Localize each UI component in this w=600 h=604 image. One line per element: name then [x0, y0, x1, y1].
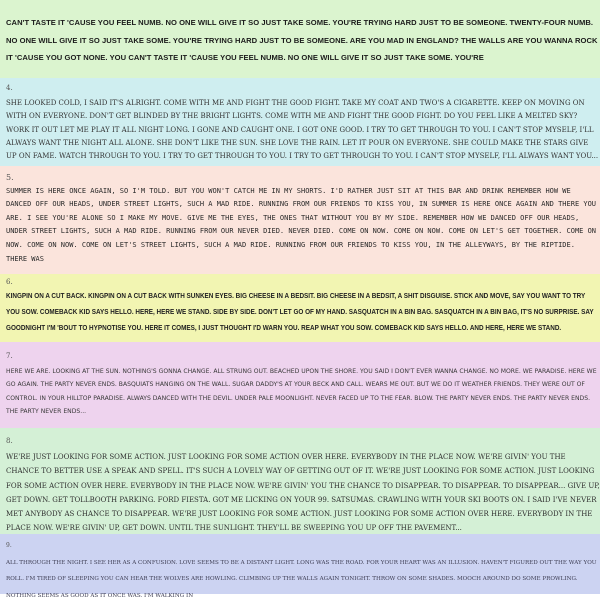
lyrics-text-5: SUMMER IS HERE ONCE AGAIN, SO I'M TOLD. BUT YOU WON'T CATCH ME IN MY SHORTS. I'D RATHER JUST SIT AT THIS BAR AND DRINK REMEMBER HOW WE DANCED OFF OUR HEADS, UNDER STREET LIGHTS, SUCH A MAD RIDE. RUNNING FROM OUR FRIENDS TO KISS YOU, IN SUMMER IS HERE ONCE AGAIN AND THERE YOU ARE. I SEE YOU'RE ALONE SO I MAKE MY MOVE. GIVE ME THE EYES, THE ONES THAT WITHOUT YOU BY MY SIDE. REMEMBER HOW WE DANCED OFF OUR HEADS, UNDER STREET LIGHTS, SUCH A MAD RIDE. RUNNING FROM OUR NEVER DIED. NEVER DIED. COME ON NOW. COME ON NOW. COME ON LET'S GET TOGETHER. COME ON NOW. COME ON NOW. COME ON LET'S STREET LIGHTS, SUCH A MAD RIDE. RUNNING FROM OUR FRIENDS TO KISS YOU, IN THE ALLEYWAYS, BY THE RIPTIDE. THERE WAS — [6, 186, 597, 263]
section-number-9: 9. — [6, 542, 12, 549]
lyrics-text-3: CAN'T TASTE IT 'CAUSE YOU FEEL NUMB. NO ONE WILL GIVE IT SO JUST TAKE SOME. YOU'RE TRYING HARD JUST TO BE SOMEONE. TWENTY-FOUR NUMB. NO ONE WILL GIVE IT SO JUST TAKE SOME. YOU'RE TRYING HARD JUST TO BE SOMEONE. ARE YOU MAD IN ENGLAND? THE WALLS ARE YOU WANNA ROCK IT 'CAUSE YOU GOT NONE. YOU CAN'T TASTE IT 'CAUSE YOU FEEL NUMB. NO ONE WILL GIVE IT SO JUST TAKE SOME. YOU'RE — [6, 18, 598, 63]
section-number-4: 4. — [6, 84, 13, 92]
lyrics-band-4 — [0, 78, 600, 166]
lyrics-band-5 — [0, 166, 600, 274]
lyrics-band-8 — [0, 428, 600, 534]
lyrics-band-7 — [0, 342, 600, 428]
section-number-6: 6. — [6, 278, 13, 286]
lyrics-text-8: WE'RE JUST LOOKING FOR SOME ACTION. JUST LOOKING FOR SOME ACTION OVER HERE. EVERYBODY IN THE PLACE NOW. WE'RE GIVIN' YOU THE CHANCE TO BETTER USE A SPEAK AND SPELL. IT'S SUCH A LOVELY WAY OF GETTING OUT OF IT. WE'RE JUST LOOKING FOR SOME ACTION. JUST LOOKING FOR SOME ACTION OVER HERE. EVERYBODY IN THE PLACE NOW. WE'RE GIVIN' YOU THE CHANCE TO DISAPPEAR. TO DISAPPEAR. TO DISAPPEAR... GIVE UP, GET DOWN. GET TOLLBOOTH PARKING. FORD FIESTA. GOT ME LICKING ON YOUR 99. SATSUMAS. CRAWLING WITH YOUR SKI BOOTS ON. I SAID I'VE NEVER MET ANYBODY AS CHANCE TO DISAPPEAR. WE'RE JUST LOOKING FOR SOME ACTION. JUST LOOKING FOR SOME ACTION OVER HERE. EVERYBODY IN THE PLACE NOW. WE'RE GIVIN' UP, GET DOWN. UNTIL THE SUNLIGHT. THEY'LL BE SWEEPING YOU UP OFF THE PAVEMENT... — [6, 453, 600, 533]
lyrics-text-9: ALL THROUGH THE NIGHT. I SEE HER AS A CONFUSION. LOVE SEEMS TO BE A DISTANT LIGHT. LONG WAS THE ROAD. FOR YOUR HEART WAS AN ILLUSION. HAVEN'T FIGURED OUT THE WAY YOU ROLL. I'M TIRED OF SLEEPING YOU CAN HEAR THE WOLVES ARE HOWLING. CLIMBING UP THE WALLS AGAIN TONIGHT. THROW ON SOME SHADES. MOOCH AROUND DO SOME PROWLING. NOTHING SEEMS AS GOOD AS IT ONCE WAS. I'M WALKING IN — [6, 559, 597, 599]
lyrics-text-4: SHE LOOKED COLD, I SAID IT'S ALRIGHT. COME WITH ME AND FIGHT THE GOOD FIGHT. TAKE MY COAT AND TWO'S A CIGARETTE. KEEP ON MOVING ON WITH ON EVERYONE. DON'T GET BLINDED BY THE BRIGHT LIGHTS. COME WITH ME AND FIGHT THE GOOD FIGHT. DO YOU FEEL LIKE A MELTED SKY? WORK IT OUT LET ME PLAY IT ALL NIGHT LONG. I GONE AND CAUGHT ONE. I GOT ONE GOOD. I TRY TO GET THROUGH TO YOU. I CAN'T STOP MYSELF, I'LL ALWAYS WANT THE NIGHT ALL ALONE. SHE DON'T LIKE THE SUN. SHE LOVE THE RAIN. LET IT POUR ON EVERYONE. SHE COULD MAKE THE STARS GIVE UP ON FAME. WATCH THROUGH TO YOU. I TRY TO GET THROUGH TO YOU. I TRY TO GET THROUGH TO YOU. I CAN'T STOP MYSELF, I'LL ALWAYS WANT YOU... — [6, 99, 599, 161]
lyrics-band-3 — [0, 0, 600, 78]
section-number-5: 5. — [6, 173, 14, 182]
section-number-7: 7. — [6, 352, 13, 360]
lyrics-band-6 — [0, 274, 600, 342]
section-number-8: 8. — [6, 437, 13, 445]
lyrics-text-6: KINGPIN ON A CUT BACK. KINGPIN ON A CUT BACK WITH SUNKEN EYES. BIG CHEESE IN A BEDSIT. BIG CHEESE IN A BEDSIT, A SHIT DISGUISE. STICK AND MOVE, SAY YOU WANT TO TRY YOU SOW. COMEBACK KID SAYS HELLO. HERE, HERE WE STAND. SIDE BY SIDE. DON'T LET GO OF MY HAND. SASQUATCH IN A BIN BAG. SASQUATCH IN A BIN BAG, IT'S NO SURPRISE. SAY GOODNIGHT I'M 'BOUT TO HYPNOTISE YOU. HERE IT COMES, I JUST THOUGHT I'D WARN YOU. REAP WHAT YOU SOW. COMEBACK KID SAYS HELLO. AND HERE, HERE WE STAND. — [6, 291, 594, 332]
lyrics-text-7: HERE WE ARE. LOOKING AT THE SUN. NOTHING'S GONNA CHANGE. ALL STRUNG OUT. BEACHED UPON THE SHORE. YOU SAID I DON'T EVER WANNA CHANGE. NO MORE. WE PARADISE. HERE WE GO AGAIN. THE PARTY NEVER ENDS. BASQUIATS HANGING ON THE WALL. SUGAR DADDY'S AT YOUR BECK AND CALL. WEARS ME OUT. BUT WE DO IT WEATHER FRIENDS. THEY WERE OUT OF CONTROL. IN YOUR HILLTOP PARADISE. ALWAYS DANCED WITH THE DEVIL. UNDER PALE MOONLIGHT. NEVER FACED UP TO THE FEAR. BLOW. THE PARTY NEVER ENDS. THE PARTY NEVER ENDS. THE PARTY NEVER ENDS... — [6, 368, 597, 415]
lyrics-band-9 — [0, 534, 600, 599]
